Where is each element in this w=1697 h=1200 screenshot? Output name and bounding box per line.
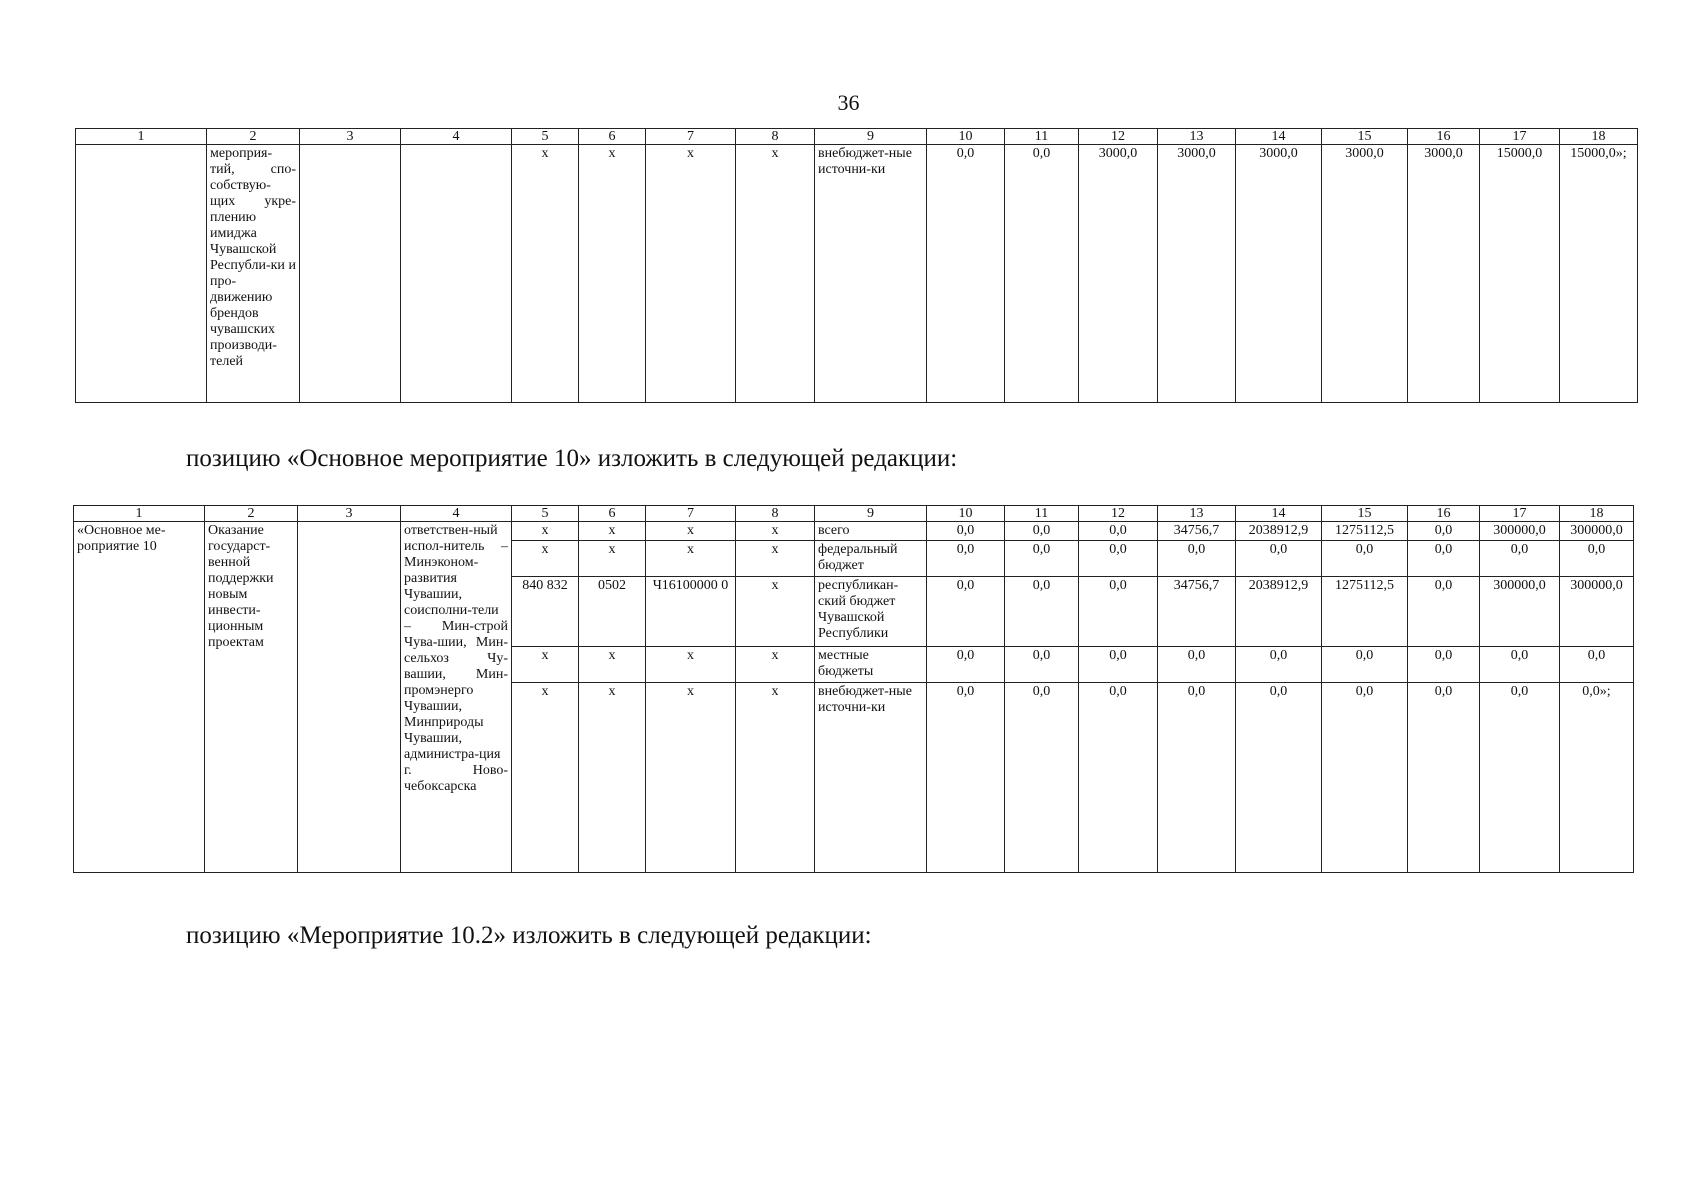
cell-value: 300000,0 — [1480, 577, 1560, 647]
cell-col5: х — [512, 522, 579, 541]
cell-value: 300000,0 — [1560, 522, 1634, 541]
column-number: 11 — [1005, 506, 1079, 522]
column-number: 6 — [579, 129, 646, 145]
cell-col4 — [401, 145, 512, 403]
cell-col6: х — [579, 522, 646, 541]
cell-value: 0,0 — [1079, 577, 1158, 647]
cell-value: 0,0 — [1560, 647, 1634, 683]
cell-event-title: «Основное ме-роприятие 10 — [74, 522, 205, 873]
cell-value: 0,0 — [1005, 541, 1079, 577]
cell-value: 0,0 — [1005, 522, 1079, 541]
cell-value: 3000,0 — [1158, 145, 1236, 403]
column-number: 2 — [205, 506, 298, 522]
column-number: 6 — [579, 506, 646, 522]
cell-value: 0,0 — [1480, 541, 1560, 577]
column-number: 12 — [1079, 506, 1158, 522]
cell-value: 0,0 — [927, 647, 1005, 683]
budget-table-continued — [75, 128, 1638, 403]
column-number: 10 — [927, 506, 1005, 522]
cell-col6: 0502 — [579, 577, 646, 647]
cell-col7: х — [646, 541, 736, 577]
column-number: 7 — [646, 129, 736, 145]
cell-col3 — [298, 522, 401, 873]
column-number: 8 — [736, 506, 815, 522]
cell-value: 0,0 — [927, 683, 1005, 873]
cell-value: 0,0 — [1322, 541, 1408, 577]
cell-col8: х — [736, 522, 815, 541]
column-number: 5 — [512, 129, 579, 145]
cell-col1 — [76, 145, 207, 403]
cell-value: 0,0 — [927, 541, 1005, 577]
column-number: 15 — [1322, 506, 1408, 522]
cell-value: 0,0 — [1005, 145, 1079, 403]
cell-value: 0,0 — [1005, 577, 1079, 647]
table-row — [74, 522, 1634, 541]
cell-col6: х — [579, 683, 646, 873]
cell-funding-source: местные бюджеты — [815, 647, 927, 683]
cell-value: 0,0 — [1408, 647, 1480, 683]
cell-value: 0,0 — [1236, 683, 1322, 873]
cell-value: 300000,0 — [1560, 577, 1634, 647]
cell-value: 0,0 — [1158, 647, 1236, 683]
column-number: 9 — [815, 129, 927, 145]
cell-funding-source: федеральный бюджет — [815, 541, 927, 577]
column-number: 3 — [298, 506, 401, 522]
cell-value: 0,0 — [1079, 522, 1158, 541]
column-number: 16 — [1408, 129, 1480, 145]
cell-col8: х — [736, 577, 815, 647]
cell-value: 0,0 — [1005, 647, 1079, 683]
cell-col5: 840 832 — [512, 577, 579, 647]
cell-value: 0,0 — [927, 145, 1005, 403]
cell-value: 3000,0 — [1322, 145, 1408, 403]
table-row — [76, 145, 1638, 403]
cell-col3 — [300, 145, 401, 403]
cell-value: 1275112,5 — [1322, 577, 1408, 647]
column-number: 5 — [512, 506, 579, 522]
cell-value: 300000,0 — [1480, 522, 1560, 541]
column-number: 13 — [1158, 129, 1236, 145]
cell-funding-source: внебюджет-ные источни-ки — [815, 683, 927, 873]
cell-value: 0,0 — [1480, 647, 1560, 683]
column-number: 11 — [1005, 129, 1079, 145]
table-header-row — [74, 506, 1634, 522]
cell-value: 1275112,5 — [1322, 522, 1408, 541]
cell-value: 0,0 — [1158, 541, 1236, 577]
cell-executors: ответствен-ный испол-нитель – Минэконом-развития Чувашии, соисполни-тели – Мин-строй Чува-шии, Мин-сельхоз Чу-вашии, Мин-промэнерго Чувашии, Минприроды Чувашии, администра-ция г. Ново-чебоксарска — [401, 522, 512, 873]
cell-value: 15000,0 — [1480, 145, 1560, 403]
cell-value: 0,0 — [1408, 577, 1480, 647]
column-number: 18 — [1560, 506, 1634, 522]
section-heading: позицию «Основное мероприятие 10» изложить в следующей редакции: — [186, 445, 958, 472]
cell-col8: х — [736, 145, 815, 403]
cell-col7: Ч16100000 0 — [646, 577, 736, 647]
column-number: 16 — [1408, 506, 1480, 522]
cell-value: 0,0 — [1005, 683, 1079, 873]
cell-value: 15000,0»; — [1560, 145, 1638, 403]
cell-value: 0,0 — [1079, 647, 1158, 683]
column-number: 1 — [74, 506, 205, 522]
column-number: 7 — [646, 506, 736, 522]
column-number: 18 — [1560, 129, 1638, 145]
cell-value: 0,0 — [1408, 683, 1480, 873]
cell-col7: х — [646, 647, 736, 683]
cell-col5: х — [512, 683, 579, 873]
cell-col7: х — [646, 145, 736, 403]
column-number: 17 — [1480, 129, 1560, 145]
cell-value: 34756,7 — [1158, 577, 1236, 647]
cell-value: 3000,0 — [1079, 145, 1158, 403]
cell-col5: х — [512, 647, 579, 683]
cell-col6: х — [579, 145, 646, 403]
cell-col6: х — [579, 541, 646, 577]
column-number: 8 — [736, 129, 815, 145]
cell-value: 0,0 — [1079, 683, 1158, 873]
cell-col8: х — [736, 683, 815, 873]
column-number: 4 — [401, 506, 512, 522]
column-number: 14 — [1236, 506, 1322, 522]
cell-value: 0,0 — [1322, 647, 1408, 683]
cell-event-name: Оказание государст-венной поддержки новым инвести-ционным проектам — [205, 522, 298, 873]
cell-col5: х — [512, 541, 579, 577]
column-number: 15 — [1322, 129, 1408, 145]
cell-value: 0,0 — [1408, 541, 1480, 577]
cell-value: 0,0 — [1079, 541, 1158, 577]
cell-col7: х — [646, 683, 736, 873]
column-number: 1 — [76, 129, 207, 145]
cell-value: 34756,7 — [1158, 522, 1236, 541]
cell-value: 0,0 — [927, 522, 1005, 541]
cell-value: 0,0 — [1480, 683, 1560, 873]
column-number: 10 — [927, 129, 1005, 145]
cell-value: 0,0 — [1236, 647, 1322, 683]
cell-col8: х — [736, 647, 815, 683]
cell-value: 3000,0 — [1408, 145, 1480, 403]
cell-value: 0,0 — [1236, 541, 1322, 577]
cell-value: 2038912,9 — [1236, 577, 1322, 647]
column-number: 3 — [300, 129, 401, 145]
column-number: 4 — [401, 129, 512, 145]
cell-col5: х — [512, 145, 579, 403]
section-heading: позицию «Мероприятие 10.2» изложить в следующей редакции: — [186, 922, 872, 949]
cell-value: 0,0 — [1408, 522, 1480, 541]
column-number: 12 — [1079, 129, 1158, 145]
column-number: 13 — [1158, 506, 1236, 522]
cell-funding-source: республикан-ский бюджет Чувашской Республики — [815, 577, 927, 647]
cell-value: 3000,0 — [1236, 145, 1322, 403]
cell-col8: х — [736, 541, 815, 577]
column-number: 2 — [207, 129, 300, 145]
cell-col6: х — [579, 647, 646, 683]
cell-event-name: мероприя-тий, спо-собствую-щих укре-плению имиджа Чувашской Республи-ки и про-движению брендов чувашских производи-телей — [207, 145, 300, 403]
cell-value: 0,0 — [1560, 541, 1634, 577]
cell-value: 2038912,9 — [1236, 522, 1322, 541]
cell-col7: х — [646, 522, 736, 541]
cell-value: 0,0 — [927, 577, 1005, 647]
cell-value: 0,0 — [1158, 683, 1236, 873]
column-number: 14 — [1236, 129, 1322, 145]
cell-funding-source: внебюджет-ные источни-ки — [815, 145, 927, 403]
budget-table-main-event-10 — [73, 505, 1634, 873]
column-number: 9 — [815, 506, 927, 522]
cell-funding-source: всего — [815, 522, 927, 541]
page-number: 36 — [837, 90, 860, 115]
column-number: 17 — [1480, 506, 1560, 522]
cell-value: 0,0»; — [1560, 683, 1634, 873]
cell-value: 0,0 — [1322, 683, 1408, 873]
table-header-row — [76, 129, 1638, 145]
